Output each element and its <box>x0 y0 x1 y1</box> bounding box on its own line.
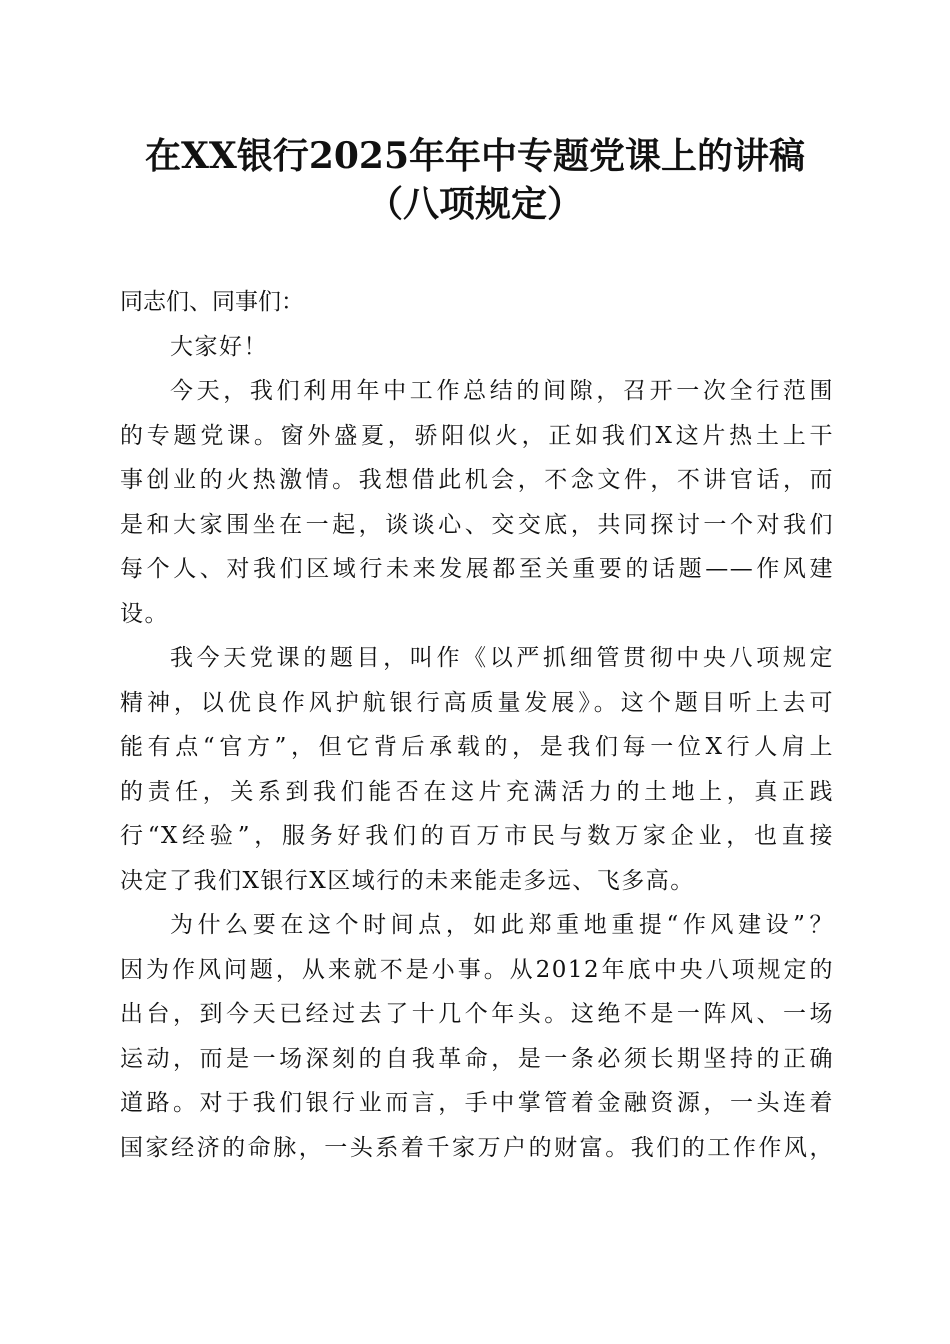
paragraph-line: 为什么要在这个时间点，如此郑重地重提“作风建设”？ <box>170 912 834 938</box>
paragraph-line: 今天，我们利用年中工作总结的间隙，召开一次全行范围 <box>170 378 834 404</box>
paragraph-topic <box>120 636 834 903</box>
paragraph-why <box>120 903 834 1170</box>
paragraph-line: 的专题党课。窗外盛夏，骄阳似火，正如我们X这片热土上干 <box>120 422 834 449</box>
salutation: 同志们、同事们： <box>120 289 304 315</box>
document-title <box>100 132 850 228</box>
paragraph-line: 事创业的火热激情。我想借此机会，不念文件，不讲官话，而 <box>120 467 834 493</box>
paragraph-line: 国家经济的命脉，一头系着千家万户的财富。我们的工作作风， <box>120 1134 834 1161</box>
paragraph-greeting <box>120 325 834 370</box>
paragraph-line: 精神，以优良作风护航银行高质量发展》。这个题目听上去可 <box>120 689 834 716</box>
paragraph-line: 道路。对于我们银行业而言，手中掌管着金融资源，一头连着 <box>120 1090 834 1116</box>
paragraph-opening <box>120 369 834 636</box>
paragraph-line: 的责任，关系到我们能否在这片充满活力的土地上，真正践 <box>120 778 834 805</box>
paragraph-line: 行“X经验”，服务好我们的百万市民与数万家企业，也直接 <box>120 823 834 849</box>
paragraph-line: 每个人、对我们区域行未来发展都至关重要的话题——作风建 <box>120 556 834 582</box>
paragraph-line: 设。 <box>120 600 169 627</box>
title-line-2: （八项规定） <box>366 183 583 225</box>
document-body <box>120 280 834 1170</box>
paragraph-line: 我今天党课的题目，叫作《以严抓细管贯彻中央八项规定 <box>170 645 834 671</box>
paragraph-line: 决定了我们X银行X区域行的未来能走多远、飞多高。 <box>120 867 695 894</box>
paragraph-line: 运动，而是一场深刻的自我革命，是一条必须长期坚持的正确 <box>120 1045 834 1072</box>
paragraph-line: 因为作风问题，从来就不是小事。从2012年底中央八项规定的 <box>120 956 834 983</box>
title-line-1: 在XX银行2025年年中专题党课上的讲稿 <box>144 135 806 177</box>
paragraph-line: 大家好！ <box>170 333 268 360</box>
paragraph-line: 是和大家围坐在一起，谈谈心、交交底，共同探讨一个对我们 <box>120 511 834 538</box>
paragraph-line: 出台，到今天已经过去了十几个年头。这绝不是一阵风、一场 <box>120 1001 834 1027</box>
paragraph-line: 能有点“官方”，但它背后承载的，是我们每一位X行人肩上 <box>120 734 834 760</box>
